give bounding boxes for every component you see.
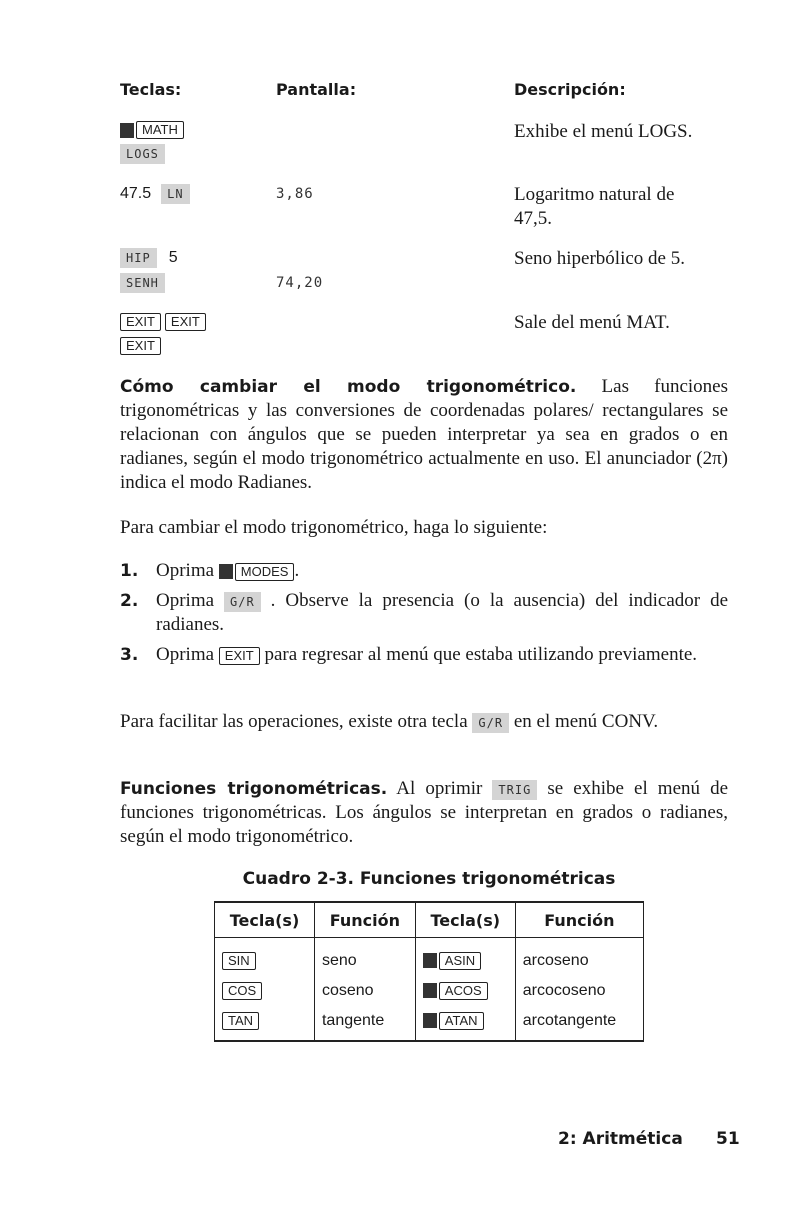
table-header: Tecla(s)	[215, 902, 315, 938]
page-number: 51	[716, 1129, 740, 1149]
softkey-ln: LN	[161, 184, 189, 204]
key-tan: TAN	[222, 1012, 259, 1030]
header-keys: Teclas:	[120, 80, 182, 99]
key-acos: ACOS	[439, 982, 488, 1000]
steps-list	[120, 559, 728, 673]
row3-softkey2-wrap	[120, 273, 165, 293]
table-row	[215, 1006, 644, 1041]
softkey-gr: G/R	[224, 592, 261, 612]
row4-keys-2	[120, 337, 161, 355]
header-display: Pantalla:	[276, 80, 357, 99]
key-asin: ASIN	[439, 952, 481, 970]
softkey-gr-conv: G/R	[472, 713, 509, 733]
row3-value: 5	[168, 249, 178, 266]
section2-paragraph	[120, 777, 728, 849]
section1-title: Cómo cambiar el modo trigonométrico.	[120, 377, 577, 397]
step-3-num: 3.	[120, 645, 139, 665]
step-2-num: 2.	[120, 591, 139, 611]
shift-key-icon	[423, 983, 437, 998]
step-1-pre: Oprima	[156, 560, 215, 581]
section1-body: Las funciones trigonométricas y las conversiones de coordenadas polares/ rectangulares se relacionan con ángulos que se pueden interpretar ya sea en grados o en radianes, según el modo trigonométrico actualmente en uso. El anunciador (2π) indica el modo Radianes.	[120, 376, 728, 493]
shift-key-icon	[219, 564, 233, 579]
para3-pre: Para facilitar las operaciones, existe otra tecla	[120, 711, 468, 732]
step-1-num: 1.	[120, 561, 139, 581]
row4-description: Sale del menú MAT.	[514, 312, 670, 333]
table-cell: coseno	[314, 976, 415, 1006]
step-2-post: . Observe la presencia (o la ausencia) del indicador de radianes.	[156, 590, 729, 635]
step-2	[120, 589, 728, 637]
header-description: Descripción:	[514, 80, 626, 99]
section2-post: se exhibe el menú de funciones trigonométricas. Los ángulos se interpretan en grados o radianes, según el modo trigonométrico.	[120, 778, 729, 847]
softkey-hip: HIP	[120, 248, 157, 268]
row2-keys	[120, 184, 190, 204]
table-header: Función	[314, 902, 415, 938]
softkey-logs: LOGS	[120, 144, 165, 164]
section2-pre: Al oprimir	[396, 778, 483, 799]
table-header-row	[215, 902, 644, 938]
key-sin: SIN	[222, 952, 256, 970]
table-row	[215, 976, 644, 1006]
key-exit-3: EXIT	[120, 337, 161, 355]
step-3-post: para regresar al menú que estaba utilizando previamente.	[264, 644, 698, 665]
key-exit-2: EXIT	[165, 313, 206, 331]
key-atan: ATAN	[439, 1012, 484, 1030]
table-header: Función	[515, 902, 643, 938]
step-3-pre: Oprima	[156, 644, 215, 665]
row1-description: Exhibe el menú LOGS.	[514, 121, 693, 142]
table-cell: arcotangente	[515, 1006, 643, 1041]
row3-description: Seno hiperbólico de 5.	[514, 248, 685, 269]
para3-post: en el menú CONV.	[513, 711, 659, 732]
key-math: MATH	[136, 121, 184, 139]
softkey-senh: SENH	[120, 273, 165, 293]
table-header: Tecla(s)	[415, 902, 515, 938]
row2-display: 3,86	[276, 186, 314, 202]
shift-key-icon	[120, 123, 134, 138]
section2-title: Funciones trigonométricas.	[120, 779, 388, 799]
key-exit-1: EXIT	[120, 313, 161, 331]
shift-key-icon	[423, 953, 437, 968]
shift-key-icon	[423, 1013, 437, 1028]
table-cell: seno	[314, 938, 415, 977]
para3	[120, 710, 728, 734]
row3-display: 74,20	[276, 275, 324, 291]
footer-chapter: 2: Aritmética	[558, 1129, 683, 1149]
trig-functions-table	[214, 901, 644, 1042]
row1-softkey-wrap	[120, 144, 165, 164]
table-cell: tangente	[314, 1006, 415, 1041]
step-1-post: .	[294, 560, 300, 581]
row1-keys	[120, 121, 184, 139]
softkey-trig: TRIG	[492, 780, 537, 800]
key-cos: COS	[222, 982, 262, 1000]
key-modes: MODES	[235, 563, 295, 581]
para2: Para cambiar el modo trigonométrico, haga lo siguiente:	[120, 517, 548, 538]
table-caption: Cuadro 2-3. Funciones trigonométricas	[242, 869, 616, 889]
section1-paragraph	[120, 375, 728, 495]
table-row	[215, 938, 644, 977]
row2-value: 47.5	[120, 185, 152, 202]
table-cell: arcocoseno	[515, 976, 643, 1006]
row2-description: Logaritmo natural de 47,5.	[514, 184, 675, 229]
step-2-pre: Oprima	[156, 590, 215, 611]
table-cell: arcoseno	[515, 938, 643, 977]
row3-keys	[120, 248, 178, 268]
step-1	[120, 559, 728, 583]
key-exit: EXIT	[219, 647, 260, 665]
step-3	[120, 643, 728, 667]
row4-keys	[120, 313, 206, 331]
